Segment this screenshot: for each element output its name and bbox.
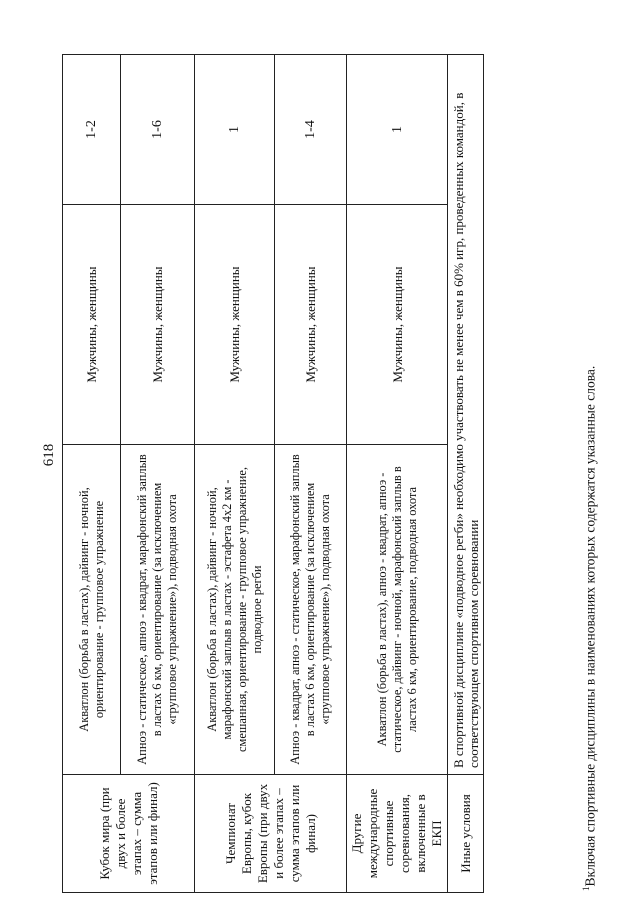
table-row (63, 55, 121, 893)
disciplines-cell: Акватлон (борьба в ластах), дайвинг - ночной, марафонский заплыв в ластах - эстафета 4x2 км - смешанная, ориентирование - групповое упражнение, подводное регби (195, 445, 275, 775)
footnote-text: Включая спортивные дисциплины в наименованиях которых содержатся указанные слова. (582, 365, 598, 887)
table-row (347, 55, 448, 893)
page-number: 618 (41, 443, 57, 467)
competition-cell: Другие международные спортивные соревнования, включенные в ЕКП (347, 775, 448, 893)
places-cell: 1-2 (63, 55, 121, 205)
competition-cell: Чемпионат Европы, кубок Европы (при двух и более этапах – сумма этапов или финал) (195, 775, 347, 893)
table-row (195, 55, 275, 893)
footnote (578, 11, 599, 891)
disciplines-cell: Акватлон (борьба в ластах), апноэ - квадрат, апноэ - статическое, дайвинг - ночной, марафонский заплыв в ластах 6 км, ориентирование, подводная охота (347, 445, 448, 775)
table-row (448, 55, 484, 893)
table-row (275, 55, 347, 893)
gender-cell: Мужчины, женщины (121, 205, 195, 445)
places-cell: 1 (195, 55, 275, 205)
gender-cell: Мужчины, женщины (195, 205, 275, 445)
other-conditions-text: В спортивной дисциплине «подводное регби» необходимо участвовать не менее чем в 60% игр, проведенных командой, в соответствующем спортивном соревновании (448, 55, 484, 775)
footnote-marker: 1 (581, 886, 591, 891)
places-cell: 1-4 (275, 55, 347, 205)
places-cell: 1 (347, 55, 448, 205)
gender-cell: Мужчины, женщины (63, 205, 121, 445)
gender-cell: Мужчины, женщины (347, 205, 448, 445)
gender-cell: Мужчины, женщины (275, 205, 347, 445)
other-conditions-label: Иные условия (448, 775, 484, 893)
disciplines-cell: Акватлон (борьба в ластах), дайвинг - ночной, ориентирование - групповое упражнение (63, 445, 121, 775)
places-cell: 1-6 (121, 55, 195, 205)
table-row (121, 55, 195, 893)
requirements-table (62, 54, 484, 893)
disciplines-cell: Апноэ - статическое, апноэ - квадрат, марафонский заплыв в ластах 6 км, ориентирование (за исключением «групповое упражнение»), подводная охота (121, 445, 195, 775)
disciplines-cell: Апноэ - квадрат, апноэ - статическое, марафонский заплыв в ластах 6 км, ориентирование (за исключением «групповое упражнение»), подводная охота (275, 445, 347, 775)
competition-cell: Кубок мира (при двух и более этапах – сумма этапов или финал) (63, 775, 195, 893)
